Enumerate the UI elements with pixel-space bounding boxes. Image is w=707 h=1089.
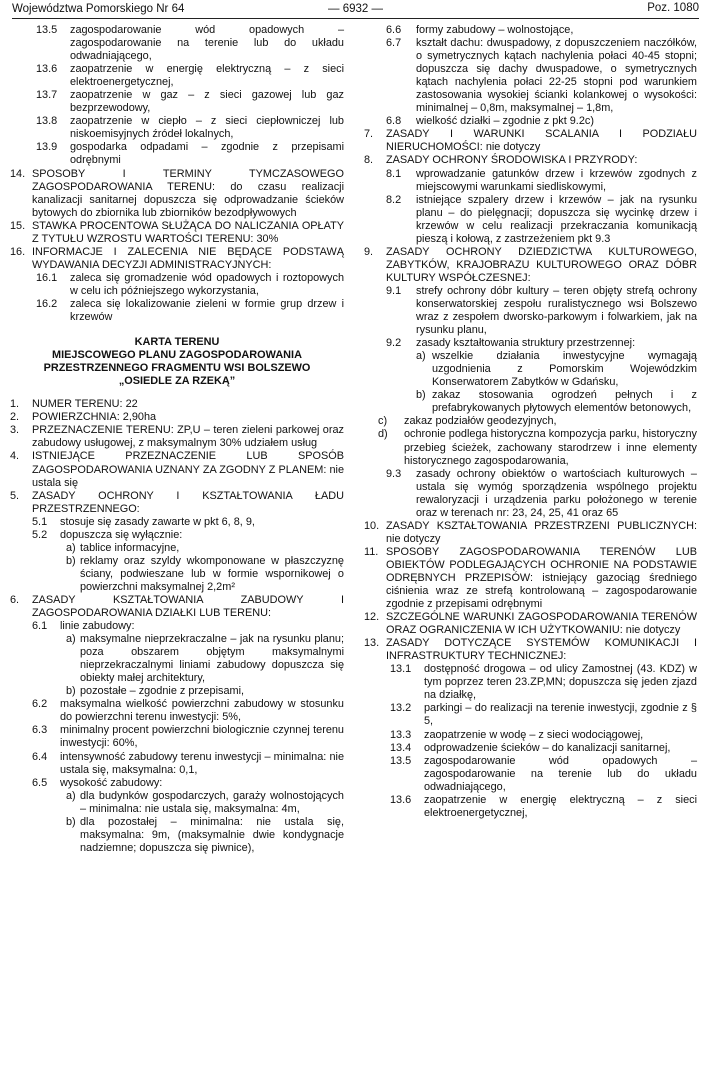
list-item: 16.2 zaleca się lokalizowanie zieleni w formie grup drzew i krzewów: [36, 297, 344, 324]
list-item: 13.5 zagospodarowanie wód opadowych – zagospodarowanie na terenie lub do układu odwadniającego,: [390, 754, 697, 793]
list-item: a) wszelkie działania inwestycyjne wymagają uzgodnienia z Pomorskim Wojewódzkim Konserwatorem Zabytków w Gdańsku,: [416, 350, 697, 389]
list-item: 13.5 zagospodarowanie wód opadowych – zagospodarowanie na terenie lub do układu odwadniającego,: [36, 24, 344, 63]
list-item: 13.3 zaopatrzenie w wodę – z sieci wodociągowej,: [390, 728, 644, 741]
list-item: 13.7 zaopatrzenie w gaz – z sieci gazowej lub gaz bezprzewodowy,: [36, 89, 344, 115]
list-item: a) tablice informacyjne,: [66, 541, 180, 554]
list-item: b) zakaz stosowania ogrodzeń pełnych i z prefabrykowanych płytowych elementów betonowych,: [416, 389, 697, 415]
section-1: 1. NUMER TERENU: 22: [10, 398, 138, 411]
section-10: 10. ZASADY KSZTAŁTOWANIA PRZESTRZENI PUBLICZNYCH: nie dotyczy: [364, 519, 697, 545]
section-2: 2. POWIERZCHNIA: 2,90ha: [10, 411, 157, 424]
list-item: 13.8 zaopatrzenie w ciepło – z sieci ciepłowniczej lub niskoemisyjnych źródeł lokalnych,: [36, 115, 344, 141]
list-item: b) dla pozostałej – minimalna: nie ustala się, maksymalna: 9m, (maksymalnie dwie kondygnacje nadziemne; dopuszcza się piwnice),: [66, 815, 344, 854]
list-item: 13.4 odprowadzenie ścieków – do kanalizacji sanitarnej,: [390, 741, 671, 754]
list-item: 13.1 dostępność drogowa – od ulicy Zamostnej (43. KDZ) w tym poprzez teren 23.ZP,MN; dopuszcza się jeden zjazd na działkę,: [390, 663, 697, 702]
title-line: PRZESTRZENNEGO FRAGMENTU WSI BOLSZEWO: [43, 362, 311, 375]
list-item: 6.7 kształt dachu: dwuspadowy, z dopuszczeniem naczółków, o symetrycznych kątach nachylenia połaci 40-45 stopni; dopuszcza się dachy dwuspadowe, o symetrycznych kątach nachylenia połaci 22-25 stopni pod warunkiem zastosowania wysokiej ścianki kolankowej o wysokości: minimalnej – 0,8m, maksymalnej – 1,8m,: [386, 37, 697, 115]
list-item: 5.1 stosuje się zasady zawarte w pkt 6, 8, 9,: [32, 515, 255, 528]
section-6: 6. ZASADY KSZTAŁTOWANIA ZABUDOWY I ZAGOSPODAROWANIA DZIAŁKI LUB TERENU:: [10, 593, 344, 620]
list-item: 13.2 parkingi – do realizacji na terenie inwestycji, zgodnie z § 5,: [390, 702, 697, 728]
list-item: a) dla budynków gospodarczych, garaży wolnostojących – minimalna: nie ustala się, maksymalna: 4m,: [66, 789, 344, 815]
list-item: 6.5 wysokość zabudowy:: [32, 776, 163, 789]
section-15: 15. STAWKA PROCENTOWA SŁUŻĄCA DO NALICZANIA OPŁATY Z TYTUŁU WZROSTU WARTOŚCI TERENU: 30%: [10, 219, 344, 245]
list-item: b) reklamy oraz szyldy wkomponowane w płaszczyznę ściany, podwieszane lub w formie wspornikowej o powierzchni maksymalnej 2,2m²: [66, 554, 344, 593]
section-3: 3. PRZEZNACZENIE TERENU: ZP,U – teren zieleni parkowej oraz zabudowy usługowej, z maksymalnym 30% udziałem usług: [10, 424, 344, 450]
list-item: 9.2 zasady kształtowania struktury przestrzennej:: [386, 337, 636, 350]
list-item: 6.3 minimalny procent powierzchni biologicznie czynnej terenu inwestycji: 60%,: [32, 724, 344, 750]
list-item: 6.8 wielkość działki – zgodnie z pkt 9.2c): [386, 115, 594, 128]
list-item: 9.1 strefy ochrony dóbr kultury – teren objęty strefą ochrony konserwatorskiej zespołu ruralistycznego wsi Bolszewo wraz z zespołem dworsko-parkowym i folwarkiem, jak na rysunku planu,: [386, 284, 697, 337]
list-item: 6.2 maksymalna wielkość powierzchni zabudowy w stosunku do powierzchni terenu inwestycji: 5%,: [32, 698, 344, 724]
page-number: — 6932 —: [328, 3, 383, 15]
list-item: 5.2 dopuszcza się wyłącznie:: [32, 528, 183, 541]
section-4: 4. ISTNIEJĄCE PRZEZNACZENIE LUB SPOSÓB ZAGOSPODAROWANIA UZNANY ZA ZGODNY Z PLANEM: nie ustala się: [10, 450, 344, 489]
section-11: 11. SPOSOBY ZAGOSPODAROWANIA TERENÓW LUB OBIEKTÓW PODLEGAJĄCYCH OCHRONIE NA PODSTAWIE ODRĘBNYCH PRZEPISÓW: istniejący gazociąg średniego ciśnienia wraz ze strefą kontrolowaną – zagospodarowanie zgodnie z przepisami odrębnymi: [364, 545, 697, 611]
list-item: c) zakaz podziałów geodezyjnych,: [378, 415, 557, 428]
section-12: 12. SZCZEGÓLNE WARUNKI ZAGOSPODAROWANIA TERENÓW ORAZ OGRANICZENIA W ICH UŻYTKOWANIU: nie dotyczy: [364, 611, 697, 637]
journal-title: Województwa Pomorskiego Nr 64: [12, 3, 185, 15]
section-13: 13. ZASADY DOTYCZĄCE SYSTEMÓW KOMUNIKACJI I INFRASTRUKTURY TECHNICZNEJ:: [364, 637, 697, 663]
list-item: 8.1 wprowadzanie gatunków drzew i krzewów zgodnych z miejscowymi warunkami siedliskowymi,: [386, 167, 697, 193]
list-item: 9.3 zasady ochrony obiektów o wartościach kulturowych – ustala się wymóg sporządzenia wspólnego projektu rewaloryzacji i urządzenia parku położonego w terenie oraz w terenach nr: 23, 24, 25, 41 oraz 65: [386, 467, 697, 519]
section-9: 9. ZASADY OCHRONY DZIEDZICTWA KULTUROWEGO, ZABYTKÓW, KRAJOBRAZU KULTUROWEGO ORAZ DÓBR KULTURY WSPÓŁCZESNEJ:: [364, 245, 697, 284]
list-item: d) ochronie podlega historyczna kompozycja parku, historyczny przebieg ścieżek, zachowany starodrzew i inne elementy historycznego zagospodarowania,: [378, 428, 697, 467]
list-item: 13.9 gospodarka odpadami – zgodnie z przepisami odrębnymi: [36, 141, 344, 167]
section-title: [10, 336, 344, 388]
list-item: 13.6 zaopatrzenie w energię elektryczną – z sieci elektroenergetycznej,: [36, 63, 344, 89]
position-number: Poz. 1080: [647, 2, 699, 14]
list-item: 8.2 istniejące szpalery drzew i krzewów – jak na rysunku planu – do pielęgnacji; dopuszcza się wycinkę drzew i krzewów w celu realizacji przekraczania komunikacją pieszą i kołową, z zastrzeżeniem pkt 9.3: [386, 193, 697, 245]
list-item: 6.1 linie zabudowy:: [32, 620, 135, 633]
title-line: KARTA TERENU: [134, 336, 220, 349]
section-8: 8. ZASADY OCHRONY ŚRODOWISKA I PRZYRODY:: [364, 154, 638, 167]
section-5: 5. ZASADY OCHRONY I KSZTAŁTOWANIA ŁADU PRZESTRZENNEGO:: [10, 489, 344, 515]
section-7: 7. ZASADY I WARUNKI SCALANIA I PODZIAŁU NIERUCHOMOŚCI: nie dotyczy: [364, 128, 697, 154]
right-column: [364, 24, 697, 820]
list-item: 16.1 zaleca się gromadzenie wód opadowych i roztopowych w celu ich późniejszego wykorzystania,: [36, 271, 344, 297]
list-item: 13.6 zaopatrzenie w energię elektryczną – z sieci elektroenergetycznej,: [390, 793, 697, 819]
title-line: „OSIEDLE ZA RZEKĄ”: [118, 375, 236, 388]
left-column: [10, 24, 344, 855]
list-item: 6.6 formy zabudowy – wolnostojące,: [386, 24, 574, 36]
page-header: [12, 2, 699, 19]
list-item: a) maksymalne nieprzekraczalne – jak na rysunku planu; poza obszarem objętym maksymalnymi nieprzekraczalnymi liniami zabudowy dopuszcza się obiekty małej architektury,: [66, 633, 344, 685]
section-16: 16. INFORMACJE I ZALECENIA NIE BĘDĄCE PODSTAWĄ WYDAWANIA DECYZJI ADMINISTRACYJNYCH:: [10, 245, 344, 271]
list-item: b) pozostałe – zgodnie z przepisami,: [66, 685, 245, 698]
section-14: 14. SPOSOBY I TERMINY TYMCZASOWEGO ZAGOSPODAROWANIA TERENU: do czasu realizacji kanalizacji sanitarnej dopuszcza się odprowadzanie ścieków bytowych do zbiornika lub zbiorników bezodpływowych: [10, 167, 344, 219]
list-item: 6.4 intensywność zabudowy terenu inwestycji – minimalna: nie ustala się, maksymalna: 0,1,: [32, 750, 344, 776]
title-line: MIEJSCOWEGO PLANU ZAGOSPODAROWANIA: [52, 349, 302, 362]
